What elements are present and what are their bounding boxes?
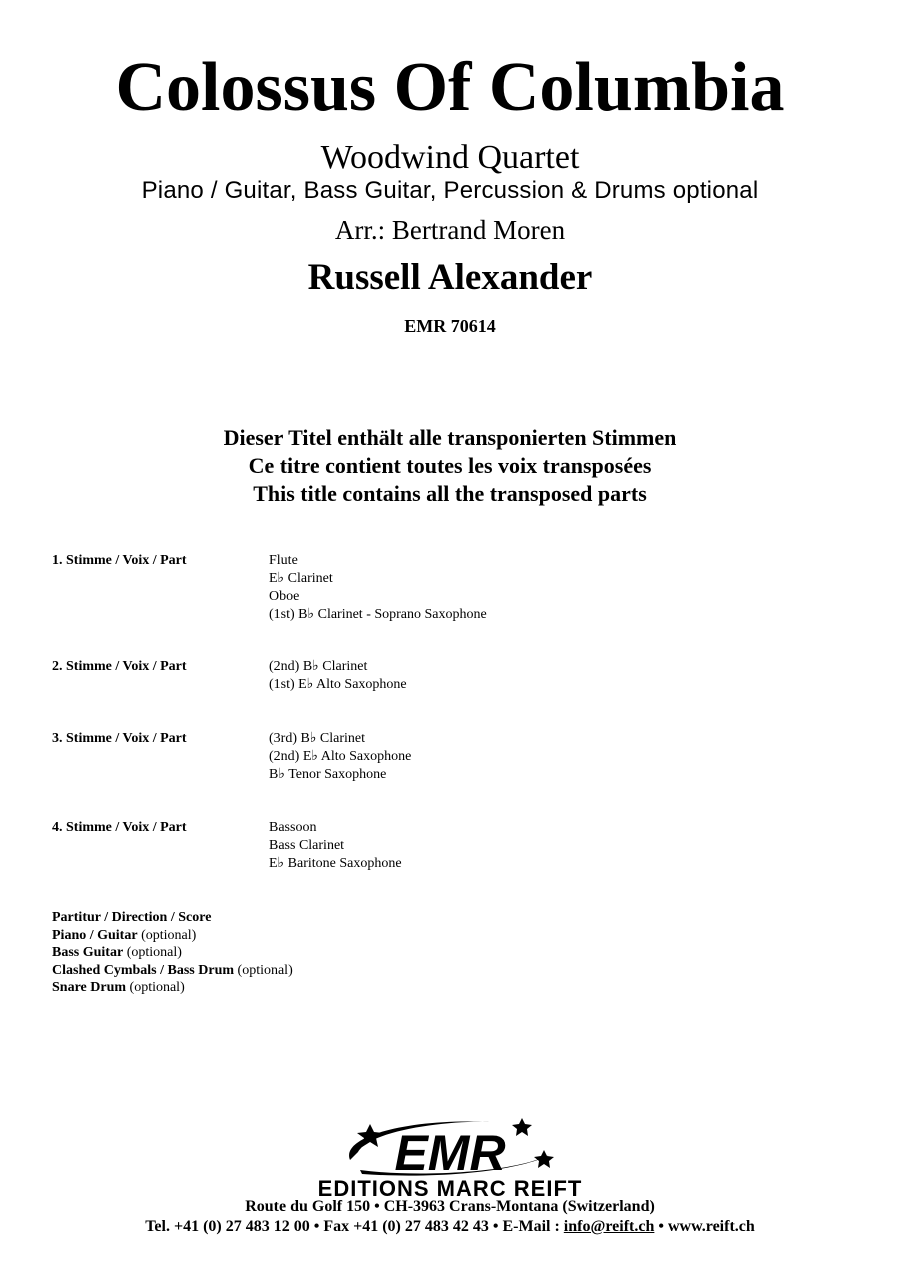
- arranger: Arr.: Bertrand Moren: [334, 215, 566, 245]
- email-link[interactable]: info@reift.ch: [563, 1218, 655, 1235]
- part-1-label: 1. Stimme / Voix / Part: [52, 553, 187, 568]
- part-2-label: 2. Stimme / Voix / Part: [52, 659, 187, 674]
- extra-part-item: [52, 944, 293, 962]
- extra-part-name: Bass Guitar: [52, 945, 124, 960]
- extra-part-name: Partitur / Direction / Score: [52, 910, 212, 925]
- publisher-contact: [0, 1217, 900, 1237]
- extra-part-item: [52, 979, 293, 997]
- contact-phone-fax: Tel. +41 (0) 27 483 12 00 • Fax +41 (0) 27 483 42 43 • E-Mail :: [145, 1218, 564, 1235]
- extra-part-name: Clashed Cymbals / Bass Drum: [52, 962, 235, 978]
- publisher-logo: [300, 1108, 600, 1200]
- extra-part-item: [52, 962, 293, 980]
- instrument-item: (1st) E♭ Alto Saxophone: [269, 677, 407, 692]
- contact-website: • www.reift.ch: [654, 1218, 755, 1235]
- part-4-label: 4. Stimme / Voix / Part: [52, 820, 187, 835]
- catalog-number: EMR 70614: [404, 316, 496, 336]
- instrument-item: E♭ Baritone Saxophone: [269, 856, 402, 871]
- transposition-notes: [0, 424, 900, 508]
- instrumentation: Piano / Guitar, Bass Guitar, Percussion & Drums optional: [141, 177, 759, 204]
- note-german: Dieser Titel enthält alle transponierten Stimmen: [223, 425, 677, 450]
- note-english: This title contains all the transposed parts: [253, 481, 647, 506]
- instrument-item: (3rd) B♭ Clarinet: [269, 731, 366, 746]
- logo-publisher-text: EDITIONS MARC REIFT: [317, 1176, 583, 1200]
- page-title: Colossus Of Columbia: [115, 49, 785, 126]
- instrument-item: Bass Clarinet: [269, 838, 345, 853]
- part-3-label: 3. Stimme / Voix / Part: [52, 731, 187, 746]
- instrument-item: (2nd) E♭ Alto Saxophone: [269, 749, 412, 764]
- instrument-item: Bassoon: [269, 820, 317, 835]
- extra-part-note: (optional): [137, 927, 197, 943]
- instrument-item: Flute: [269, 553, 298, 568]
- emr-logo-icon: [300, 1108, 600, 1200]
- extra-part-note: (optional): [123, 945, 182, 960]
- subtitle: Woodwind Quartet: [320, 139, 580, 176]
- instrument-item: (2nd) B♭ Clarinet: [269, 659, 368, 674]
- extra-part-item: [52, 909, 293, 927]
- extra-parts-list: [52, 909, 293, 997]
- extra-part-name: Piano / Guitar: [52, 927, 138, 943]
- instrument-item: Oboe: [269, 589, 300, 604]
- extra-part-note: (optional): [234, 962, 293, 978]
- extra-part-name: Snare Drum: [52, 980, 127, 995]
- instrument-item: B♭ Tenor Saxophone: [269, 767, 387, 782]
- note-french: Ce titre contient toutes les voix transposées: [248, 453, 652, 478]
- publisher-address: Route du Golf 150 • CH-3963 Crans-Montana (Switzerland): [245, 1198, 655, 1215]
- part-4-instruments: [269, 819, 402, 873]
- part-3-instruments: [269, 730, 411, 784]
- extra-part-note: (optional): [126, 980, 185, 995]
- extra-part-item: [52, 927, 293, 945]
- logo-emr-text: EMR: [394, 1125, 506, 1181]
- composer: Russell Alexander: [307, 257, 593, 298]
- part-1-instruments: [269, 552, 487, 624]
- instrument-item: E♭ Clarinet: [269, 571, 333, 586]
- instrument-item: (1st) B♭ Clarinet - Soprano Saxophone: [269, 607, 487, 622]
- part-2-instruments: [269, 658, 407, 694]
